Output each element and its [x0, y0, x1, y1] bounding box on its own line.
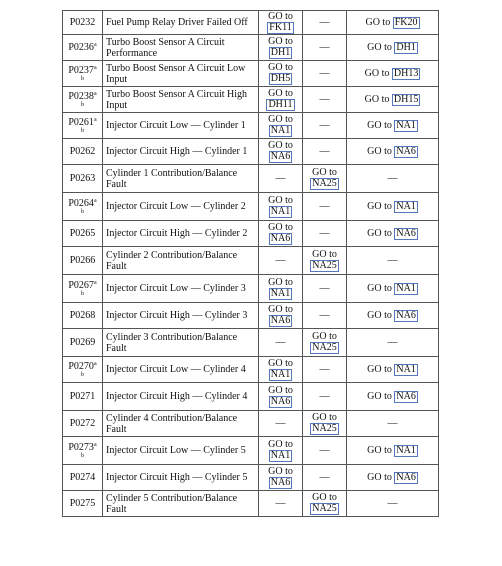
action-cell-3 — [347, 61, 439, 87]
action-cell-3 — [347, 357, 439, 383]
table-row — [63, 437, 439, 465]
table-row — [63, 35, 439, 61]
dtc-code-cell — [63, 491, 103, 517]
dtc-description: Cylinder 4 Contribution/Balance Fault — [103, 411, 259, 437]
action-text: GO to — [312, 331, 337, 342]
action-cell-3 — [347, 303, 439, 329]
action-cell-1 — [259, 383, 303, 411]
dtc-description: Injector Circuit High — Cylinder 3 — [103, 303, 259, 329]
action-cell-1 — [259, 11, 303, 35]
dtc-code: P0266 — [69, 255, 96, 266]
dtc-code: P0269 — [69, 337, 96, 348]
dtc-table — [62, 10, 439, 517]
dtc-code: P0232 — [69, 17, 96, 28]
action-text: — — [275, 498, 286, 509]
footnote-a: a — [93, 42, 97, 48]
action-cell-2 — [303, 357, 347, 383]
footnote-a: a — [93, 65, 97, 71]
action-text: — — [275, 418, 286, 429]
table-row — [63, 383, 439, 411]
dtc-code: P0275 — [69, 498, 96, 509]
pinpoint-test-link[interactable]: NA1 — [270, 206, 291, 217]
dtc-code-cell — [63, 303, 103, 329]
dtc-code: P0263 — [69, 173, 96, 184]
action-text: GO to — [367, 471, 392, 483]
action-text: GO to — [268, 385, 293, 396]
dtc-description: Cylinder 5 Contribution/Balance Fault — [103, 491, 259, 517]
action-cell-3 — [347, 491, 439, 517]
footnote-a: a — [93, 361, 97, 367]
action-text: GO to — [268, 36, 293, 47]
dtc-description: Fuel Pump Relay Driver Failed Off — [103, 11, 259, 35]
dtc-description: Injector Circuit Low — Cylinder 4 — [103, 357, 259, 383]
action-cell-2 — [303, 11, 347, 35]
action-text: — — [387, 337, 398, 348]
action-text: GO to — [268, 439, 293, 450]
dtc-description: Injector Circuit Low — Cylinder 5 — [103, 437, 259, 465]
dtc-description: Turbo Boost Sensor A Circuit Low Input — [103, 61, 259, 87]
pinpoint-test-link[interactable]: FK20 — [394, 16, 418, 28]
dtc-code-cell — [63, 383, 103, 411]
dtc-code-cell — [63, 193, 103, 221]
action-text: GO to — [367, 390, 392, 402]
dtc-code: P0267 — [68, 280, 94, 291]
action-text: — — [319, 472, 330, 483]
footnote-a: a — [93, 198, 97, 204]
action-cell-2 — [303, 35, 347, 61]
action-cell-2 — [303, 411, 347, 437]
action-text: GO to — [312, 167, 337, 178]
action-text: — — [387, 255, 398, 266]
pinpoint-test-link[interactable]: DH13 — [393, 67, 419, 79]
dtc-code-cell — [63, 275, 103, 303]
pinpoint-test-link[interactable]: FK11 — [269, 22, 292, 33]
action-cell-1 — [259, 139, 303, 165]
action-text: GO to — [268, 114, 293, 125]
dtc-description: Cylinder 2 Contribution/Balance Fault — [103, 247, 259, 275]
dtc-code: P0264 — [68, 198, 94, 209]
table-row — [63, 411, 439, 437]
dtc-code: P0236 — [68, 42, 94, 53]
dtc-code: P0261 — [68, 117, 94, 128]
table-row — [63, 357, 439, 383]
action-text: GO to — [268, 222, 293, 233]
table-row — [63, 247, 439, 275]
footnote-a: a — [93, 280, 97, 286]
dtc-table-body — [63, 11, 439, 517]
action-cell-2 — [303, 139, 347, 165]
table-row — [63, 465, 439, 491]
action-text: GO to — [268, 62, 293, 73]
pinpoint-test-link[interactable]: NA1 — [396, 444, 416, 456]
dtc-code-cell — [63, 165, 103, 193]
action-text: GO to — [312, 412, 337, 423]
dtc-description: Injector Circuit High — Cylinder 1 — [103, 139, 259, 165]
footnote-b: b — [81, 76, 84, 82]
pinpoint-test-link[interactable]: NA6 — [396, 471, 416, 483]
pinpoint-test-link[interactable]: NA6 — [270, 315, 291, 326]
pinpoint-test-link[interactable]: NA1 — [396, 363, 416, 375]
action-cell-2 — [303, 329, 347, 357]
action-cell-2 — [303, 383, 347, 411]
pinpoint-test-link[interactable]: NA1 — [396, 200, 416, 212]
action-text: — — [319, 17, 330, 28]
action-cell-3 — [347, 411, 439, 437]
action-cell-2 — [303, 221, 347, 247]
dtc-code-cell — [63, 411, 103, 437]
action-text: — — [319, 42, 330, 53]
footnote-b: b — [81, 372, 84, 378]
dtc-description: Injector Circuit High — Cylinder 4 — [103, 383, 259, 411]
pinpoint-test-link[interactable]: DH1 — [270, 47, 291, 58]
action-text: — — [319, 310, 330, 321]
pinpoint-test-link[interactable]: NA25 — [312, 503, 337, 514]
action-cell-2 — [303, 247, 347, 275]
action-text: GO to — [268, 88, 293, 99]
dtc-description: Injector Circuit High — Cylinder 5 — [103, 465, 259, 491]
dtc-description: Turbo Boost Sensor A Circuit High Input — [103, 87, 259, 113]
action-text: GO to — [367, 119, 392, 131]
pinpoint-test-link[interactable]: DH1 — [396, 41, 416, 53]
footnote-b: b — [81, 209, 84, 215]
pinpoint-test-link[interactable]: NA25 — [312, 178, 337, 189]
pinpoint-test-link[interactable]: NA6 — [396, 390, 416, 402]
action-cell-1 — [259, 491, 303, 517]
dtc-code-cell — [63, 329, 103, 357]
action-text: — — [319, 391, 330, 402]
action-cell-3 — [347, 465, 439, 491]
action-cell-1 — [259, 465, 303, 491]
table-row — [63, 113, 439, 139]
action-text: GO to — [367, 200, 392, 212]
dtc-code: P0237 — [68, 65, 94, 76]
pinpoint-test-link[interactable]: NA1 — [396, 119, 416, 131]
table-row — [63, 303, 439, 329]
table-row — [63, 275, 439, 303]
action-text: GO to — [367, 282, 392, 294]
action-text: — — [387, 173, 398, 184]
dtc-description: Cylinder 1 Contribution/Balance Fault — [103, 165, 259, 193]
table-row — [63, 329, 439, 357]
action-cell-3 — [347, 247, 439, 275]
action-text: GO to — [367, 444, 392, 456]
pinpoint-test-link[interactable]: NA1 — [270, 369, 291, 380]
pinpoint-test-link[interactable]: NA1 — [270, 288, 291, 299]
pinpoint-test-link[interactable]: NA6 — [270, 233, 291, 244]
pinpoint-test-link[interactable]: DH15 — [393, 93, 419, 105]
action-cell-2 — [303, 87, 347, 113]
action-cell-2 — [303, 61, 347, 87]
action-text: GO to — [367, 309, 392, 321]
action-cell-3 — [347, 113, 439, 139]
table-row — [63, 165, 439, 193]
dtc-code-cell — [63, 11, 103, 35]
action-cell-3 — [347, 329, 439, 357]
action-text: GO to — [312, 249, 337, 260]
action-cell-1 — [259, 221, 303, 247]
action-cell-1 — [259, 357, 303, 383]
footnote-b: b — [81, 102, 84, 108]
action-cell-1 — [259, 329, 303, 357]
action-text: GO to — [268, 277, 293, 288]
action-cell-3 — [347, 275, 439, 303]
dtc-code-cell — [63, 437, 103, 465]
footnote-a: a — [93, 91, 97, 97]
action-cell-2 — [303, 193, 347, 221]
action-text: GO to — [367, 145, 392, 157]
action-cell-1 — [259, 275, 303, 303]
action-cell-2 — [303, 465, 347, 491]
pinpoint-test-link[interactable]: NA1 — [270, 125, 291, 136]
pinpoint-test-link[interactable]: DH5 — [270, 73, 291, 84]
action-text: — — [319, 146, 330, 157]
action-text: GO to — [367, 363, 392, 375]
footnote-a: a — [93, 117, 97, 123]
action-text: — — [387, 498, 398, 509]
action-text: — — [319, 94, 330, 105]
pinpoint-test-link[interactable]: NA6 — [270, 477, 291, 488]
dtc-code-cell — [63, 465, 103, 491]
action-cell-1 — [259, 35, 303, 61]
action-cell-3 — [347, 193, 439, 221]
table-row — [63, 491, 439, 517]
action-cell-3 — [347, 165, 439, 193]
action-text: GO to — [268, 140, 293, 151]
action-cell-3 — [347, 383, 439, 411]
action-text: — — [319, 120, 330, 131]
action-cell-3 — [347, 437, 439, 465]
dtc-description: Injector Circuit High — Cylinder 2 — [103, 221, 259, 247]
pinpoint-test-link[interactable]: NA6 — [396, 227, 416, 239]
dtc-code: P0262 — [69, 146, 96, 157]
dtc-code-cell — [63, 357, 103, 383]
dtc-code: P0268 — [69, 310, 96, 321]
pinpoint-test-link[interactable]: NA25 — [312, 423, 337, 434]
table-row — [63, 139, 439, 165]
action-text: GO to — [268, 358, 293, 369]
action-cell-2 — [303, 437, 347, 465]
dtc-code-cell — [63, 113, 103, 139]
dtc-code: P0274 — [69, 472, 96, 483]
action-cell-1 — [259, 303, 303, 329]
action-cell-1 — [259, 113, 303, 139]
dtc-code-cell — [63, 61, 103, 87]
pinpoint-test-link[interactable]: NA6 — [270, 396, 291, 407]
action-cell-2 — [303, 491, 347, 517]
dtc-code-cell — [63, 87, 103, 113]
action-cell-2 — [303, 113, 347, 139]
action-text: — — [275, 255, 286, 266]
dtc-description: Turbo Boost Sensor A Circuit Performance — [103, 35, 259, 61]
action-text: — — [319, 445, 330, 456]
action-text: — — [319, 228, 330, 239]
dtc-code-cell — [63, 247, 103, 275]
action-text: GO to — [367, 41, 392, 53]
action-cell-1 — [259, 437, 303, 465]
dtc-code: P0273 — [68, 442, 94, 453]
action-text: — — [319, 364, 330, 375]
action-cell-1 — [259, 87, 303, 113]
action-text: GO to — [312, 492, 337, 503]
footnote-b: b — [81, 291, 84, 297]
dtc-code: P0272 — [69, 418, 96, 429]
action-cell-2 — [303, 165, 347, 193]
action-text: GO to — [367, 227, 392, 239]
action-text: GO to — [268, 11, 293, 22]
action-text: — — [319, 201, 330, 212]
pinpoint-test-link[interactable]: DH11 — [268, 99, 293, 110]
action-cell-3 — [347, 11, 439, 35]
dtc-code-cell — [63, 221, 103, 247]
action-cell-3 — [347, 139, 439, 165]
table-row — [63, 193, 439, 221]
action-cell-3 — [347, 35, 439, 61]
action-text: GO to — [365, 16, 391, 28]
dtc-code-cell — [63, 35, 103, 61]
dtc-code-cell — [63, 139, 103, 165]
action-cell-1 — [259, 61, 303, 87]
action-cell-1 — [259, 165, 303, 193]
action-text: — — [319, 68, 330, 79]
pinpoint-test-link[interactable]: NA6 — [396, 309, 416, 321]
pinpoint-test-link[interactable]: NA6 — [396, 145, 416, 157]
pinpoint-test-link[interactable]: NA25 — [312, 342, 337, 353]
dtc-code: P0265 — [69, 228, 96, 239]
action-text: GO to — [364, 67, 390, 79]
pinpoint-test-link[interactable]: NA6 — [270, 151, 291, 162]
pinpoint-test-link[interactable]: NA1 — [270, 450, 291, 461]
action-text: — — [275, 173, 286, 184]
action-cell-1 — [259, 411, 303, 437]
action-cell-1 — [259, 247, 303, 275]
dtc-description: Cylinder 3 Contribution/Balance Fault — [103, 329, 259, 357]
table-row — [63, 221, 439, 247]
pinpoint-test-link[interactable]: NA1 — [396, 282, 416, 294]
action-cell-3 — [347, 87, 439, 113]
dtc-description: Injector Circuit Low — Cylinder 3 — [103, 275, 259, 303]
dtc-table-page — [62, 10, 438, 517]
action-cell-2 — [303, 303, 347, 329]
action-text: GO to — [268, 195, 293, 206]
table-row — [63, 11, 439, 35]
footnote-a: a — [93, 442, 97, 448]
table-row — [63, 87, 439, 113]
table-row — [63, 61, 439, 87]
action-cell-1 — [259, 193, 303, 221]
pinpoint-test-link[interactable]: NA25 — [312, 260, 337, 271]
action-text: GO to — [364, 93, 390, 105]
action-text: — — [387, 418, 398, 429]
dtc-description: Injector Circuit Low — Cylinder 1 — [103, 113, 259, 139]
action-cell-3 — [347, 221, 439, 247]
action-text: — — [275, 337, 286, 348]
dtc-code: P0238 — [68, 91, 94, 102]
footnote-b: b — [81, 453, 84, 459]
action-text: GO to — [268, 304, 293, 315]
action-cell-2 — [303, 275, 347, 303]
dtc-code: P0271 — [69, 391, 96, 402]
action-text: — — [319, 283, 330, 294]
footnote-b: b — [81, 128, 84, 134]
dtc-description: Injector Circuit Low — Cylinder 2 — [103, 193, 259, 221]
dtc-code: P0270 — [68, 361, 94, 372]
action-text: GO to — [268, 466, 293, 477]
